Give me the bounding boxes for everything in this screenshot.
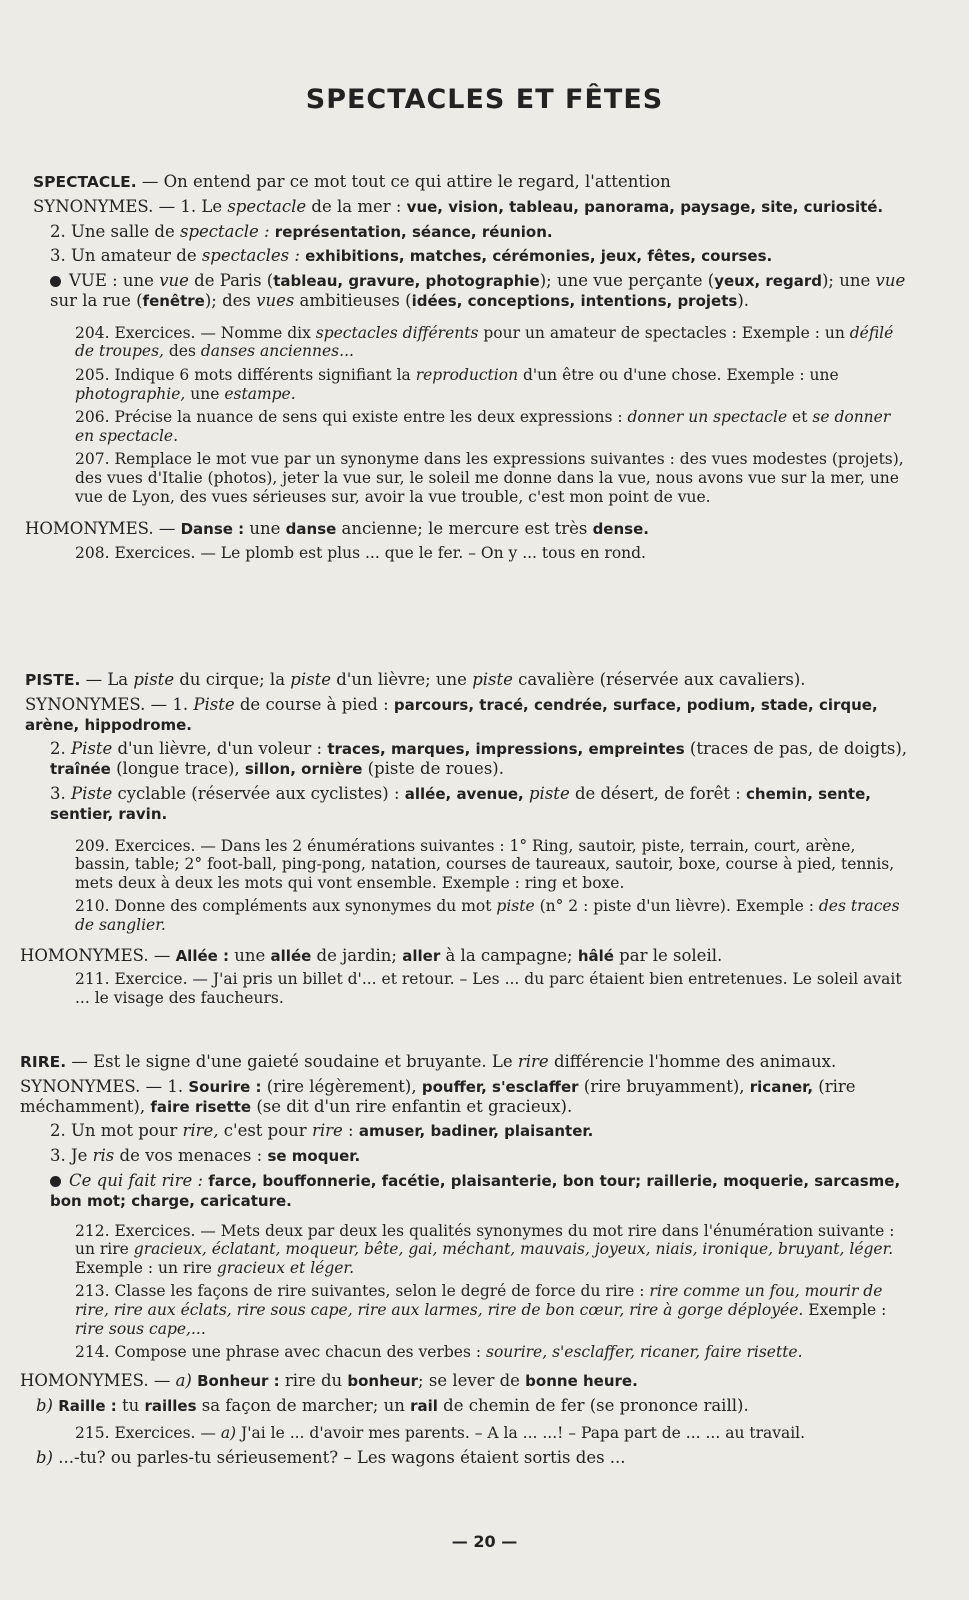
exercise-215-b: b) ...-tu? ou parles-tu sérieusement? – Les wagons étaient sortis des ... [36,1447,626,1467]
page-title: SPECTACLES ET FÊTES [305,84,664,115]
exercise-207: 207. Remplace le mot vue par un synonyme dans les expressions suivantes : des vues modestes (projets), des vues d'Italie (photos), jeter la vue sur, le soleil me donne dans la vue, nous avons vue sur la mer, une vue de Lyon, des vues sérieuses sur, avoir la vue trouble, c'est mon point de vue. [75,450,904,506]
exercise-214: 214. Compose une phrase avec chacun des verbes : sourire, s'esclaffer, ricaner, faire risette. [75,1343,803,1362]
homonyms: HOMONYMES. — Danse : une danse ancienne; le mercure est très dense. [25,519,649,539]
exercise-211: 211. Exercice. — J'ai pris un billet d'... et retour. – Les ... du parc étaient bien entretenues. Le soleil avait ... le visage des faucheurs. [75,970,902,1007]
bullet-icon [50,276,61,287]
synonym-3: 3. Piste cyclable (réservée aux cyclistes) : allée, avenue, piste de désert, de forêt : chemin, sente, sentier, ravin. [50,783,871,823]
exercise-213: 213. Classe les façons de rire suivantes, selon le degré de force du rire : rire comme un fou, mourir de rire, rire aux éclats, rire sous cape, rire aux larmes, rire de bon cœur, rire à gorge déployée. Exemple : rire sous cape,... [75,1282,887,1338]
exercise-205: 205. Indique 6 mots différents signifiant la reproduction d'un être ou d'une chose. Exemple : une photographie, une estampe. [75,365,839,403]
section-spectacle [20,172,909,568]
synonym-2: 2. Piste d'un lièvre, d'un voleur : traces, marques, impressions, empreintes (traces de pas, de doigts), traînée (longue trace), sillon, ornière (piste de roues). [50,739,908,779]
exercise-209: 209. Exercices. — Dans les 2 énumérations suivantes : 1° Ring, sautoir, piste, terrain, court, arène, bassin, table; 2° foot-ball, ping-pong, natation, courses de taureaux, sautoir, boxe, course à pied, tennis, mets deux à deux les mots qui vont ensemble. Exemple : ring et boxe. [75,836,895,892]
section-rire [20,1052,909,1473]
synonym-1: SYNONYMES. — 1. Sourire : (rire légèrement), pouffer, s'esclaffer (rire bruyamment), ricaner, (rire méchamment), faire risette (se dit d'un rire enfantin et gracieux). [20,1076,856,1116]
synonym-vue: VUE : une vue de Paris (tableau, gravure, photographie); une vue perçante (yeux, regard); une vue sur la rue (fenêtre); des vues ambitieuses (idées, conceptions, intentions, projets). [50,271,906,310]
page-number: — 20 — [451,1532,518,1551]
exercise-212: 212. Exercices. — Mets deux par deux les qualités synonymes du mot rire dans l'énumération suivante : un rire gracieux, éclatant, moqueur, bête, gai, méchant, mauvais, joyeux, niais, ironique, bruyant, léger. Exemple : un rire gracieux et léger. [75,1221,895,1277]
exercise-215-a: 215. Exercices. — a) J'ai le ... d'avoir mes parents. – A la ... ...! – Papa part de ... ... au travail. [75,1424,806,1443]
synonym-3: 3. Je ris de vos menaces : se moquer. [50,1146,361,1166]
definition: SPECTACLE. — On entend par ce mot tout ce qui attire le regard, l'attention [33,172,671,191]
exercise-210: 210. Donne des compléments aux synonymes du mot piste (n° 2 : piste d'un lièvre). Exemple : des traces de sanglier. [75,897,900,934]
exercise-208: 208. Exercices. — Le plomb est plus ... que le fer. – On y ... tous en rond. [75,543,646,562]
exercise-206: 206. Précise la nuance de sens qui existe entre les deux expressions : donner un spectacle et se donner en spectacle. [75,408,891,445]
homonyms-b: b) Raille : tu railles sa façon de marcher; un rail de chemin de fer (se prononce raill). [36,1395,749,1415]
synonym-2: 2. Une salle de spectacle : représentation, séance, réunion. [50,221,553,241]
synonym-2: 2. Un mot pour rire, c'est pour rire : amuser, badiner, plaisanter. [50,1121,594,1141]
synonym-3: 3. Un amateur de spectacles : exhibitions, matches, cérémonies, jeux, fêtes, courses. [50,246,773,266]
homonyms: HOMONYMES. — Allée : une allée de jardin; aller à la campagne; hâlé par le soleil. [20,945,723,965]
homonyms-a: HOMONYMES. — a) Bonheur : rire du bonheur; se lever de bonne heure. [20,1370,638,1390]
synonym-1: SYNONYMES. — 1. Piste de course à pied : parcours, tracé, cendrée, surface, podium, stade, cirque, arène, hippodrome. [25,694,878,734]
synonym-4: Ce qui fait rire : farce, bouffonnerie, facétie, plaisanterie, bon tour; raillerie, moquerie, sarcasme, bon mot; charge, caricature. [50,1170,901,1210]
section-piste [20,670,909,1013]
definition: PISTE. — La piste du cirque; la piste d'un lièvre; une piste cavalière (réservée aux cavaliers). [25,670,806,689]
definition: RIRE. — Est le signe d'une gaieté soudaine et bruyante. Le rire différencie l'homme des animaux. [20,1052,837,1071]
exercise-204: 204. Exercices. — Nomme dix spectacles différents pour un amateur de spectacles : Exemple : un défilé de troupes, des danses anciennes... [75,323,894,361]
bullet-icon [50,1176,61,1187]
synonym-1: SYNONYMES. — 1. Le spectacle de la mer : vue, vision, tableau, panorama, paysage, site, curiosité. [33,196,884,216]
